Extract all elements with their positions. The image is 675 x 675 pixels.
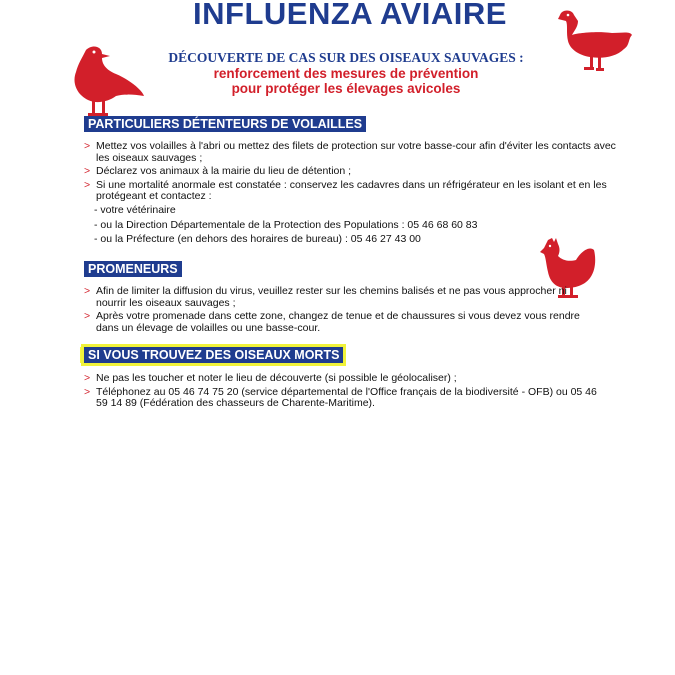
subtitle-line-3: pour protéger les élevages avicoles <box>231 81 461 96</box>
list-item <box>84 180 624 203</box>
list-item <box>84 166 624 178</box>
chevron-right-icon: > <box>84 165 91 178</box>
contact-ddpp: - ou la Direction Départementale de la Protection des Populations : 05 46 68 60 83 <box>94 218 478 231</box>
list-item-text: Si une mortalité anormale est constatée : conservez les cadavres dans un réfrigérateur en les isolant et en les protégeant et contactez : <box>96 178 607 203</box>
list-item-text: Déclarez vos animaux à la mairie du lieu de détention ; <box>96 165 352 178</box>
contact-prefecture: - ou la Préfecture (en dehors des horaires de bureau) : 05 46 27 43 00 <box>94 233 421 246</box>
list-item <box>84 387 609 410</box>
chevron-right-icon: > <box>84 285 91 297</box>
subtitle-prevention <box>96 66 596 96</box>
chevron-right-icon: > <box>84 178 91 191</box>
page-title: INFLUENZA AVIAIRE <box>193 0 507 31</box>
duck-icon <box>556 9 636 73</box>
chevron-right-icon: > <box>84 385 91 398</box>
seagull-icon <box>66 44 146 120</box>
section-heading-oiseaux-morts: SI VOUS TROUVEZ DES OISEAUX MORTS <box>84 347 343 363</box>
list-item-text: Afin de limiter la diffusion du virus, veuillez rester sur les chemins balisés et ne pas vous approcher ni nourrir les oiseaux sauvages ; <box>96 285 567 309</box>
section-promeneurs <box>84 286 594 336</box>
contact-vet: - votre vétérinaire <box>94 203 176 216</box>
subtitle: DÉCOUVERTE DE CAS SUR DES OISEAUX SAUVAGES : <box>168 50 524 65</box>
section-particuliers <box>84 141 624 249</box>
list-item-text: Ne pas les toucher et noter le lieu de découverte (si possible le géolocaliser) ; <box>96 372 457 384</box>
list-item-text: Mettez vos volailles à l'abri ou mettez des filets de protection sur votre basse-cour afin d'éviter les contacts avec les oiseaux sauvages ; <box>96 140 616 164</box>
list-item <box>84 286 594 309</box>
chevron-right-icon: > <box>84 372 91 384</box>
list-item-text: Après votre promenade dans cette zone, changez de tenue et de chaussures si vous devez vous rendre dans un élevage de volailles ou une basse-cour. <box>96 310 580 334</box>
section-oiseaux-morts <box>84 373 609 412</box>
list-item-text: Téléphonez au 05 46 74 75 20 (service départemental de l'Office français de la biodiversité - OFB) ou 05 46 59 14 89 (Fédération des chasseurs de Charente-Maritime). <box>96 385 597 410</box>
section-heading-particuliers: PARTICULIERS DÉTENTEURS DE VOLAILLES <box>84 116 366 132</box>
list-item <box>84 141 624 164</box>
chevron-right-icon: > <box>84 310 91 323</box>
section-heading-promeneurs: PROMENEURS <box>84 261 182 277</box>
chevron-right-icon: > <box>84 140 91 152</box>
list-item <box>84 373 609 385</box>
list-item <box>84 311 594 334</box>
subtitle-line-2: renforcement des mesures de prévention <box>213 66 479 81</box>
